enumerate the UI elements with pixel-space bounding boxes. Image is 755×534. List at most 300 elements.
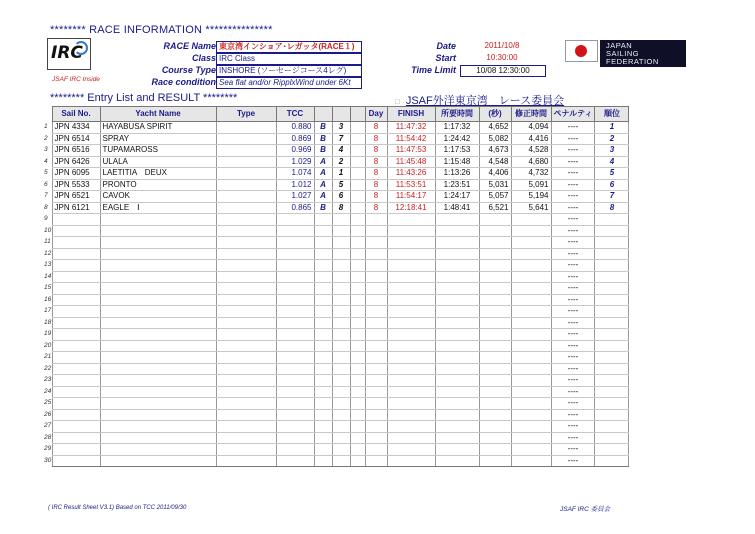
cell-class: B [314, 202, 332, 214]
cell-rank: 8 [595, 202, 629, 214]
cell-day [365, 363, 387, 375]
cell-day: 8 [365, 156, 387, 168]
start-label: Start [435, 53, 456, 63]
cell-class: A [314, 191, 332, 203]
cell-type [216, 271, 276, 283]
cell-sail-no: JPN 6516 [52, 145, 100, 157]
cell-group: 3 [332, 122, 350, 134]
cell-tcc [276, 294, 314, 306]
cell-elapsed [435, 283, 479, 295]
row-number: 22 [44, 364, 52, 372]
cell-class [314, 306, 332, 318]
cell-finish [387, 455, 435, 467]
cell-finish [387, 306, 435, 318]
cell-penalty: ---- [551, 248, 595, 260]
sheet-version-footer: ( IRC Result Sheet V3.1) Based on TCC 2011/09/30 [48, 505, 187, 511]
cell-rank [595, 225, 629, 237]
cell-type [216, 168, 276, 180]
cell-sail-no [52, 432, 100, 444]
row-number: 29 [44, 445, 52, 453]
cell-class: A [314, 156, 332, 168]
cell-spacer [350, 283, 365, 295]
col-spacer [350, 107, 365, 122]
cell-corrected: 4,094 [511, 122, 551, 134]
cell-corrected [511, 225, 551, 237]
cell-class [314, 398, 332, 410]
cell-seconds [479, 317, 511, 329]
cell-group [332, 444, 350, 456]
cell-group [332, 283, 350, 295]
cell-elapsed [435, 260, 479, 272]
cell-rank [595, 329, 629, 341]
cell-day [365, 225, 387, 237]
cell-penalty: ---- [551, 237, 595, 249]
cell-seconds: 5,031 [479, 179, 511, 191]
jsaf-logo-line-3: FEDERATION [606, 57, 659, 66]
cell-tcc: 0.880 [276, 122, 314, 134]
cell-finish [387, 237, 435, 249]
cell-spacer [350, 214, 365, 226]
cell-corrected [511, 329, 551, 341]
cell-finish: 11:54:17 [387, 191, 435, 203]
cell-sail-no [52, 363, 100, 375]
cell-yacht-name: LAETITIA DEUX [100, 168, 216, 180]
cell-seconds [479, 421, 511, 433]
cell-finish [387, 386, 435, 398]
cell-day [365, 237, 387, 249]
cell-penalty: ---- [551, 409, 595, 421]
col-penalty: ペナルティ [551, 107, 595, 122]
cell-type [216, 237, 276, 249]
cell-tcc: 1.012 [276, 179, 314, 191]
cell-elapsed [435, 237, 479, 249]
cell-day [365, 375, 387, 387]
table-row [44, 214, 629, 226]
cell-group [332, 237, 350, 249]
cell-type [216, 444, 276, 456]
cell-day [365, 306, 387, 318]
committee-name: JSAF外洋東京湾 レース委員会 [405, 95, 565, 107]
cell-corrected: 5,641 [511, 202, 551, 214]
cell-rank [595, 398, 629, 410]
cell-elapsed [435, 409, 479, 421]
cell-tcc [276, 352, 314, 364]
cell-group [332, 271, 350, 283]
cell-corrected [511, 306, 551, 318]
date-value: 2011/10/8 [460, 41, 544, 51]
cell-penalty: ---- [551, 133, 595, 145]
cell-corrected: 4,528 [511, 145, 551, 157]
cell-finish [387, 340, 435, 352]
table-row [44, 122, 629, 134]
row-number: 24 [44, 387, 52, 395]
cell-tcc: 0.969 [276, 145, 314, 157]
cell-sail-no [52, 329, 100, 341]
cell-sail-no [52, 375, 100, 387]
cell-penalty: ---- [551, 179, 595, 191]
cell-class [314, 248, 332, 260]
table-row [44, 202, 629, 214]
cell-day: 8 [365, 179, 387, 191]
cell-sail-no [52, 306, 100, 318]
row-number: 25 [44, 399, 52, 407]
cell-seconds [479, 306, 511, 318]
cell-seconds [479, 329, 511, 341]
cell-seconds [479, 214, 511, 226]
cell-day: 8 [365, 191, 387, 203]
cell-sail-no [52, 340, 100, 352]
cell-finish [387, 294, 435, 306]
cell-rank: 2 [595, 133, 629, 145]
cell-elapsed [435, 271, 479, 283]
cell-type [216, 352, 276, 364]
cell-type [216, 214, 276, 226]
cell-yacht-name [100, 352, 216, 364]
cell-group [332, 398, 350, 410]
cell-sail-no [52, 455, 100, 467]
cell-type [216, 375, 276, 387]
cell-class [314, 386, 332, 398]
cell-seconds [479, 363, 511, 375]
cell-tcc [276, 363, 314, 375]
cell-spacer [350, 375, 365, 387]
col-class [314, 107, 332, 122]
cell-penalty: ---- [551, 271, 595, 283]
cell-type [216, 363, 276, 375]
row-number: 16 [44, 295, 52, 303]
cell-group: 5 [332, 179, 350, 191]
cell-finish [387, 225, 435, 237]
cell-yacht-name [100, 329, 216, 341]
cell-tcc [276, 329, 314, 341]
checkbox-mark-icon: □ [395, 97, 400, 106]
cell-finish: 11:53:51 [387, 179, 435, 191]
cell-group: 1 [332, 168, 350, 180]
cell-corrected [511, 421, 551, 433]
cell-spacer [350, 363, 365, 375]
cell-sail-no [52, 317, 100, 329]
cell-seconds: 4,406 [479, 168, 511, 180]
cell-sail-no [52, 214, 100, 226]
cell-yacht-name [100, 283, 216, 295]
cell-class [314, 329, 332, 341]
cell-seconds [479, 352, 511, 364]
cell-seconds [479, 386, 511, 398]
cell-finish [387, 444, 435, 456]
cell-penalty: ---- [551, 444, 595, 456]
cell-seconds [479, 409, 511, 421]
row-number: 12 [44, 249, 52, 257]
cell-spacer [350, 191, 365, 203]
cell-finish [387, 421, 435, 433]
row-number: 30 [44, 456, 52, 464]
cell-seconds [479, 375, 511, 387]
japan-flag-icon [565, 40, 598, 62]
cell-group [332, 214, 350, 226]
cell-tcc [276, 340, 314, 352]
cell-corrected: 4,732 [511, 168, 551, 180]
cell-sail-no [52, 294, 100, 306]
cell-sail-no [52, 352, 100, 364]
cell-sail-no [52, 248, 100, 260]
cell-penalty: ---- [551, 260, 595, 272]
cell-group [332, 294, 350, 306]
cell-tcc [276, 398, 314, 410]
cell-rank [595, 409, 629, 421]
cell-day [365, 329, 387, 341]
cell-yacht-name [100, 340, 216, 352]
cell-elapsed: 1:48:41 [435, 202, 479, 214]
cell-sail-no [52, 283, 100, 295]
cell-corrected: 4,680 [511, 156, 551, 168]
table-row [44, 294, 629, 306]
cell-yacht-name [100, 432, 216, 444]
cell-type [216, 248, 276, 260]
cell-finish [387, 363, 435, 375]
cell-seconds: 5,082 [479, 133, 511, 145]
cell-elapsed [435, 340, 479, 352]
cell-day: 8 [365, 145, 387, 157]
cell-day [365, 340, 387, 352]
cell-yacht-name [100, 386, 216, 398]
jsaf-logo-line-2: SAILING [606, 49, 640, 58]
cell-tcc [276, 225, 314, 237]
race-name-value: 東京湾インショア･レガッタ(RACE１) [216, 41, 362, 53]
cell-type [216, 409, 276, 421]
course-type-label: Course Type [161, 65, 216, 75]
cell-tcc [276, 214, 314, 226]
cell-finish [387, 329, 435, 341]
cell-finish: 11:43:26 [387, 168, 435, 180]
row-number: 1 [44, 123, 48, 131]
cell-type [216, 455, 276, 467]
cell-yacht-name [100, 375, 216, 387]
cell-corrected [511, 409, 551, 421]
cell-seconds: 4,652 [479, 122, 511, 134]
cell-class: B [314, 145, 332, 157]
cell-day [365, 283, 387, 295]
cell-type [216, 145, 276, 157]
cell-seconds [479, 237, 511, 249]
cell-penalty: ---- [551, 225, 595, 237]
cell-penalty: ---- [551, 214, 595, 226]
cell-finish [387, 375, 435, 387]
cell-finish: 11:47:32 [387, 122, 435, 134]
cell-spacer [350, 248, 365, 260]
cell-spacer [350, 340, 365, 352]
cell-penalty: ---- [551, 317, 595, 329]
cell-class [314, 432, 332, 444]
cell-group [332, 260, 350, 272]
cell-finish [387, 248, 435, 260]
row-number: 11 [44, 238, 51, 246]
cell-day [365, 214, 387, 226]
cell-penalty: ---- [551, 156, 595, 168]
row-number: 3 [44, 146, 48, 154]
cell-rank [595, 317, 629, 329]
cell-yacht-name [100, 271, 216, 283]
cell-day [365, 260, 387, 272]
col-day: Day [365, 107, 387, 122]
cell-elapsed [435, 398, 479, 410]
row-number: 2 [44, 134, 48, 142]
cell-seconds [479, 294, 511, 306]
table-row [44, 133, 629, 145]
class-label: Class [191, 53, 216, 63]
cell-penalty: ---- [551, 421, 595, 433]
cell-yacht-name [100, 260, 216, 272]
cell-tcc: 1.029 [276, 156, 314, 168]
cell-class [314, 409, 332, 421]
row-number: 8 [44, 203, 48, 211]
row-number: 7 [44, 192, 48, 200]
cell-penalty: ---- [551, 455, 595, 467]
cell-rank [595, 444, 629, 456]
cell-group [332, 409, 350, 421]
cell-elapsed: 1:17:53 [435, 145, 479, 157]
row-number: 14 [44, 272, 52, 280]
cell-spacer [350, 455, 365, 467]
cell-rank [595, 421, 629, 433]
cell-penalty: ---- [551, 340, 595, 352]
cell-elapsed [435, 306, 479, 318]
row-number: 17 [44, 307, 52, 315]
cell-day [365, 432, 387, 444]
cell-elapsed: 1:24:42 [435, 133, 479, 145]
cell-group [332, 317, 350, 329]
cell-elapsed [435, 225, 479, 237]
cell-corrected [511, 340, 551, 352]
cell-corrected [511, 432, 551, 444]
cell-yacht-name [100, 306, 216, 318]
cell-group [332, 248, 350, 260]
cell-rank [595, 306, 629, 318]
cell-penalty: ---- [551, 122, 595, 134]
table-row [44, 283, 629, 295]
table-row [44, 260, 629, 272]
cell-corrected [511, 398, 551, 410]
cell-rank: 4 [595, 156, 629, 168]
cell-elapsed [435, 214, 479, 226]
cell-class [314, 294, 332, 306]
cell-seconds [479, 398, 511, 410]
cell-penalty: ---- [551, 191, 595, 203]
cell-yacht-name: PRONTO [100, 179, 216, 191]
row-number: 18 [44, 318, 52, 326]
cell-class [314, 444, 332, 456]
cell-sail-no [52, 225, 100, 237]
cell-penalty: ---- [551, 329, 595, 341]
cell-seconds [479, 260, 511, 272]
row-number: 23 [44, 376, 52, 384]
cell-elapsed [435, 455, 479, 467]
row-number: 27 [44, 422, 52, 430]
cell-spacer [350, 202, 365, 214]
row-number: 5 [44, 169, 48, 177]
date-label: Date [436, 41, 456, 51]
flag-sun [575, 45, 587, 57]
cell-finish [387, 352, 435, 364]
cell-finish [387, 432, 435, 444]
cell-day [365, 248, 387, 260]
cell-seconds [479, 444, 511, 456]
time-limit-value: 10/08 12:30:00 [460, 65, 546, 77]
row-number: 15 [44, 284, 52, 292]
cell-day [365, 294, 387, 306]
cell-tcc [276, 409, 314, 421]
cell-spacer [350, 237, 365, 249]
cell-yacht-name: SPRAY [100, 133, 216, 145]
cell-day [365, 352, 387, 364]
cell-spacer [350, 122, 365, 134]
cell-corrected [511, 363, 551, 375]
cell-group [332, 421, 350, 433]
cell-tcc [276, 237, 314, 249]
cell-class [314, 375, 332, 387]
cell-spacer [350, 294, 365, 306]
cell-tcc: 1.074 [276, 168, 314, 180]
cell-rank [595, 260, 629, 272]
start-value: 10:30:00 [460, 53, 544, 63]
table-row [44, 156, 629, 168]
cell-yacht-name [100, 455, 216, 467]
cell-type [216, 133, 276, 145]
cell-yacht-name: TUPAMAROSS [100, 145, 216, 157]
table-header-row [44, 107, 629, 122]
course-type-value: INSHORE (ソーセージコース4レグ) [216, 65, 362, 77]
cell-elapsed [435, 421, 479, 433]
cell-rank: 5 [595, 168, 629, 180]
cell-yacht-name [100, 444, 216, 456]
cell-tcc [276, 444, 314, 456]
cell-elapsed: 1:23:51 [435, 179, 479, 191]
time-limit-label: Time Limit [411, 65, 456, 75]
cell-group [332, 363, 350, 375]
cell-tcc [276, 455, 314, 467]
cell-spacer [350, 352, 365, 364]
cell-day [365, 444, 387, 456]
cell-spacer [350, 168, 365, 180]
row-number-header [44, 107, 52, 122]
table-row [44, 248, 629, 260]
cell-class [314, 260, 332, 272]
cell-elapsed: 1:13:26 [435, 168, 479, 180]
cell-tcc [276, 432, 314, 444]
cell-penalty: ---- [551, 145, 595, 157]
cell-group [332, 340, 350, 352]
cell-day [365, 421, 387, 433]
cell-spacer [350, 225, 365, 237]
row-number: 19 [44, 330, 52, 338]
table-row [44, 409, 629, 421]
cell-sail-no [52, 260, 100, 272]
cell-finish: 11:47:53 [387, 145, 435, 157]
table-row [44, 168, 629, 180]
cell-seconds: 4,548 [479, 156, 511, 168]
cell-finish [387, 271, 435, 283]
irc-logo [47, 38, 91, 70]
cell-yacht-name [100, 214, 216, 226]
cell-rank: 6 [595, 179, 629, 191]
table-row [44, 432, 629, 444]
cell-rank [595, 214, 629, 226]
cell-group: 7 [332, 133, 350, 145]
cell-penalty: ---- [551, 202, 595, 214]
cell-tcc [276, 271, 314, 283]
cell-yacht-name: CAVOK [100, 191, 216, 203]
table-row [44, 329, 629, 341]
row-number: 6 [44, 180, 48, 188]
